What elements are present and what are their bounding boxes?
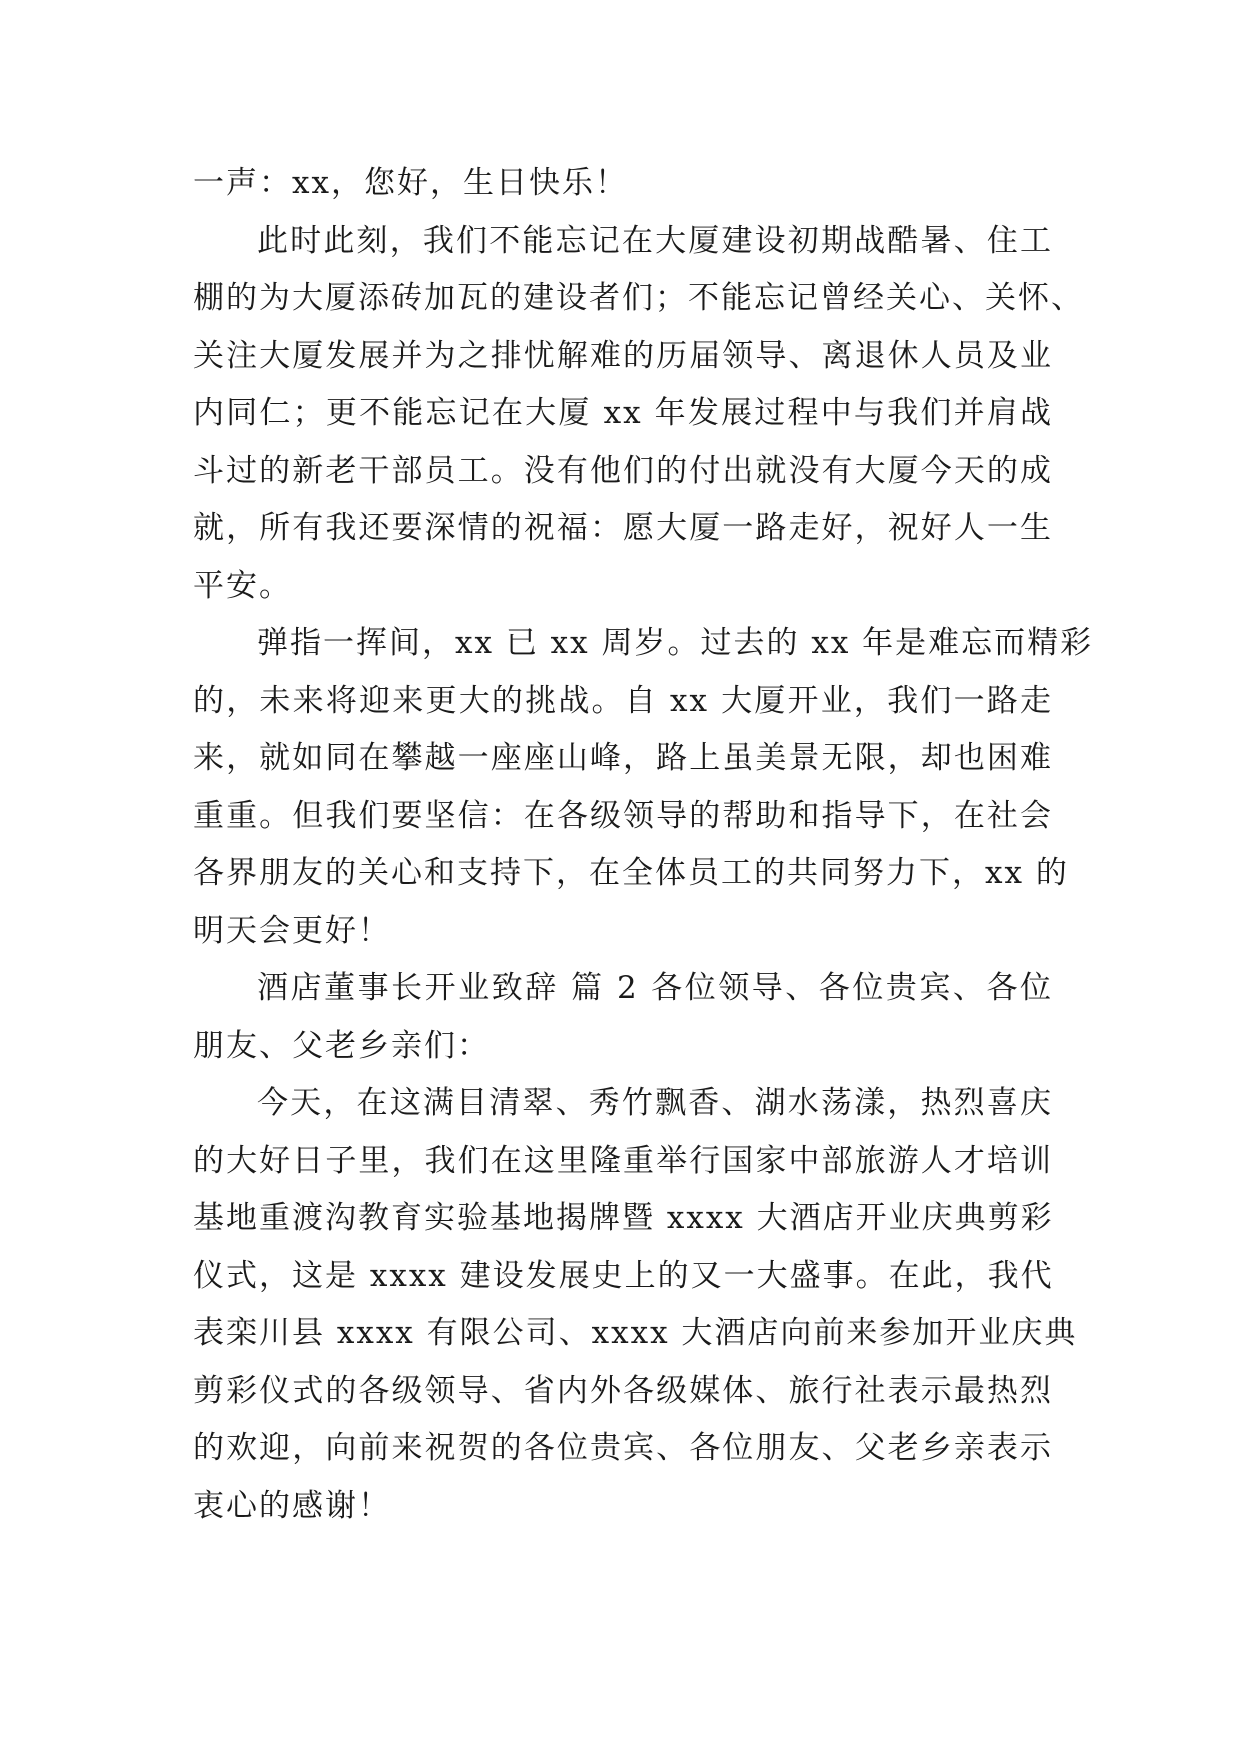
text-line: 弹指一挥间，xx 已 xx 周岁。过去的 xx 年是难忘而精彩 — [257, 625, 1094, 661]
text-line: 表栾川县 xxxx 有限公司、xxxx 大酒店向前来参加开业庆典 — [193, 1315, 1078, 1351]
text-line: 此时此刻，我们不能忘记在大厦建设初期战酷暑、住工 — [257, 222, 1053, 259]
text-line: 各界朋友的关心和支持下，在全体员工的共同努力下，xx 的 — [193, 855, 1069, 891]
text-line: 的大好日子里，我们在这里隆重举行国家中部旅游人才培训 — [193, 1142, 1053, 1179]
text-line: 酒店董事长开业致辞 篇 2 各位领导、各位贵宾、各位 — [257, 970, 1053, 1006]
text-line: 一声：xx，您好，生日快乐！ — [193, 165, 628, 201]
text-line: 明天会更好！ — [193, 912, 391, 949]
text-line: 内同仁；更不能忘记在大厦 xx 年发展过程中与我们并肩战 — [193, 395, 1053, 431]
text-line: 今天，在这满目清翠、秀竹飘香、湖水荡漾，热烈喜庆 — [257, 1085, 1053, 1121]
text-line: 就，所有我还要深情的祝福：愿大厦一路走好，祝好人一生 — [193, 510, 1053, 546]
text-line: 剪彩仪式的各级领导、省内外各级媒体、旅行社表示最热烈 — [193, 1372, 1053, 1409]
text-line: 关注大厦发展并为之排忧解难的历届领导、离退休人员及业 — [193, 337, 1053, 374]
text-line: 平安。 — [193, 567, 292, 604]
text-line: 的欢迎，向前来祝贺的各位贵宾、各位朋友、父老乡亲表示 — [193, 1430, 1053, 1466]
text-line: 衷心的感谢！ — [193, 1487, 391, 1524]
text-line: 仪式，这是 xxxx 建设发展史上的又一大盛事。在此，我代 — [193, 1257, 1054, 1294]
text-line: 重重。但我们要坚信：在各级领导的帮助和指导下，在社会 — [193, 797, 1053, 834]
text-line: 的，未来将迎来更大的挑战。自 xx 大厦开业，我们一路走 — [193, 682, 1053, 719]
text-line: 朋友、父老乡亲们： — [193, 1027, 490, 1064]
text-line: 棚的为大厦添砖加瓦的建设者们；不能忘记曾经关心、关怀、 — [193, 280, 1084, 316]
document-body — [193, 155, 1094, 1535]
text-line: 来，就如同在攀越一座座山峰，路上虽美景无限，却也困难 — [193, 740, 1053, 776]
text-line: 斗过的新老干部员工。没有他们的付出就没有大厦今天的成 — [193, 452, 1053, 489]
text-line: 基地重渡沟教育实验基地揭牌暨 xxxx 大酒店开业庆典剪彩 — [193, 1200, 1054, 1236]
